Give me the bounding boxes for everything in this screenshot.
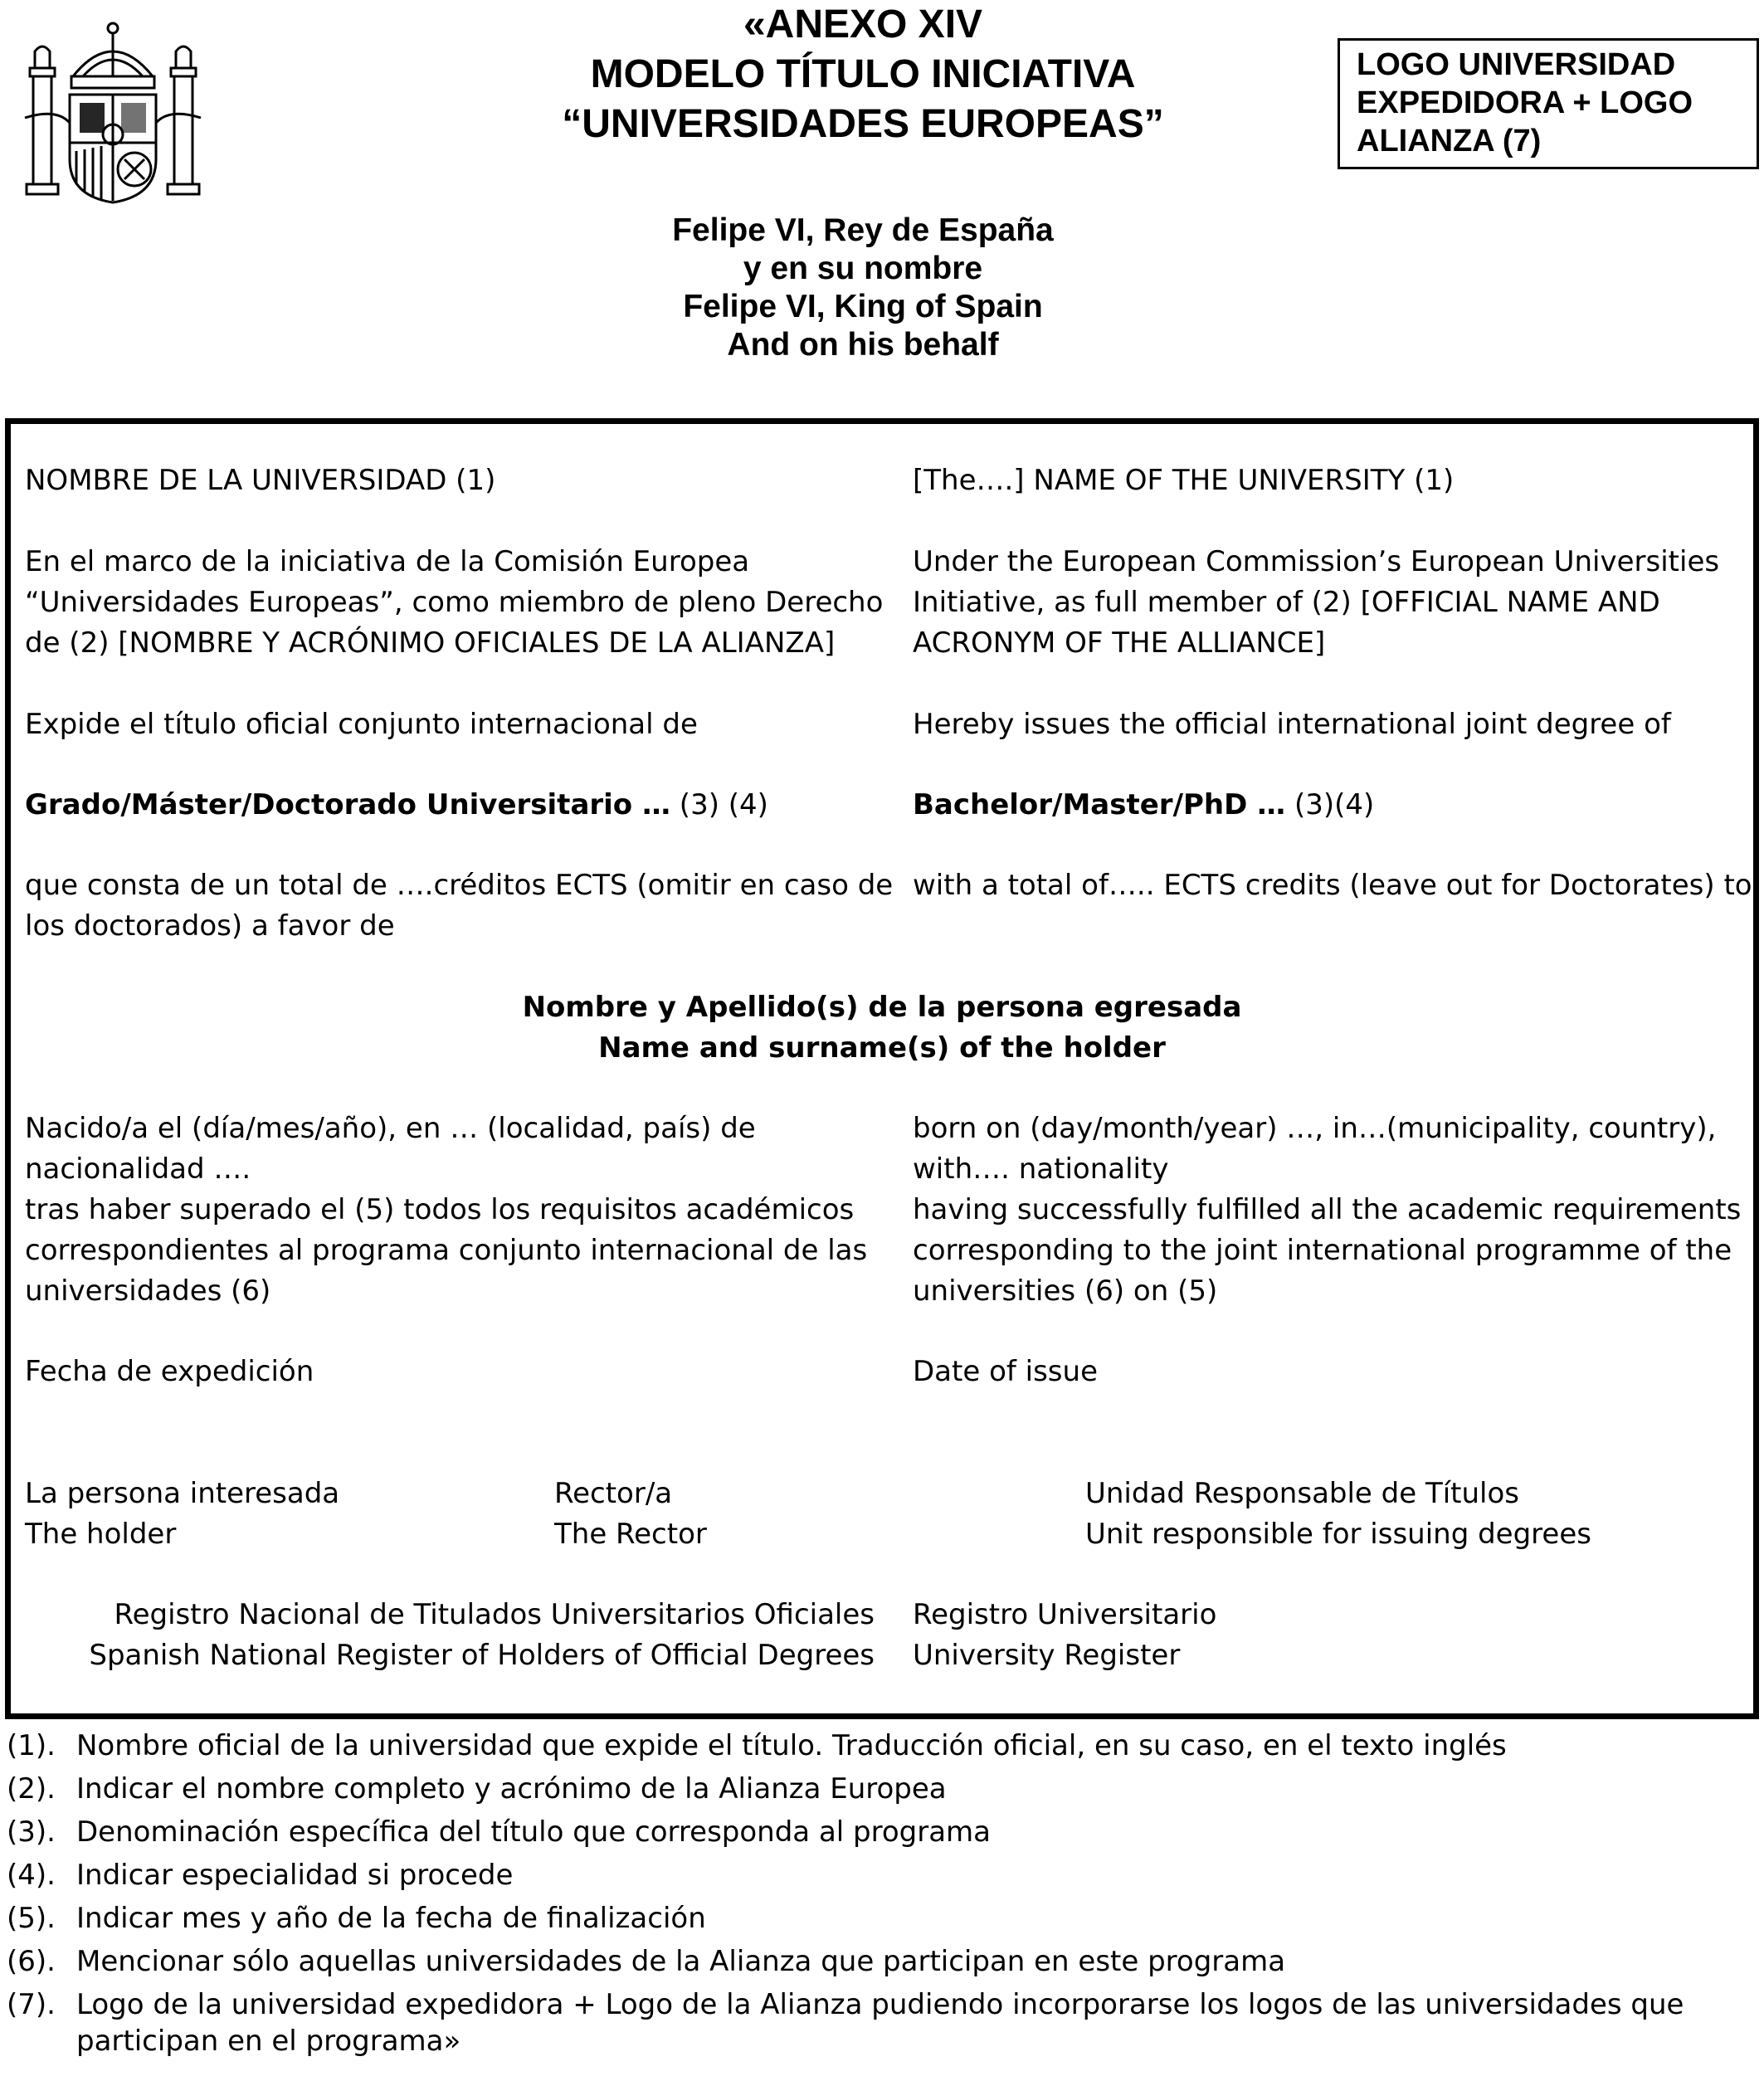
footnote-item	[7, 1724, 1757, 1767]
framework-en	[913, 542, 1719, 664]
credits-en-line: with a total of….. ECTS credits (leave out for Doctorates) to	[913, 869, 1752, 902]
birth-es-line: Nacido/a el (día/mes/año), en … (localidad, país) de	[25, 1112, 756, 1145]
university-name-en: [The….] NAME OF THE UNIVERSITY (1)	[913, 464, 1455, 497]
signature-rector-es: Rector/a	[554, 1477, 673, 1510]
logo-placeholder-line: ALIANZA (7)	[1357, 124, 1542, 158]
degree-en-notes: (3)(4)	[1285, 788, 1375, 821]
birth-en	[913, 1109, 1741, 1312]
requirements-en-line: corresponding to the joint international programme of the	[913, 1234, 1732, 1267]
footnote-text: Mencionar sólo aquellas universidades de la Alianza que participan en este programa	[76, 1945, 1286, 1978]
birth-en-line: with…. nationality	[913, 1153, 1169, 1186]
footnote-number: (2).	[7, 1772, 56, 1806]
footnote-text: Indicar especialidad si procede	[76, 1859, 514, 1892]
framework-es-line: En el marco de la iniciativa de la Comisión Europea	[25, 545, 750, 578]
signature-holder-en: The holder	[25, 1518, 177, 1551]
issues-en: Hereby issues the official international joint degree of	[913, 708, 1671, 741]
sovereign-line: Felipe VI, Rey de España	[672, 212, 1054, 248]
sovereign-line: y en su nombre	[743, 251, 983, 286]
credits-en	[913, 865, 1752, 906]
logo-placeholder-line: EXPEDIDORA + LOGO	[1357, 85, 1693, 120]
birth-en-line: born on (day/month/year) …, in…(municipality, country),	[913, 1112, 1717, 1145]
degree-en	[913, 785, 1374, 826]
footnote-item	[7, 1810, 1757, 1854]
university-register	[913, 1595, 1216, 1676]
national-register-en: Spanish National Register of Holders of Official Degrees	[89, 1639, 875, 1672]
footnote-item	[7, 1983, 1757, 2059]
holder-name-es: Nombre y Apellido(s) de la persona egresada	[522, 991, 1242, 1024]
signature-holder-es: La persona interesada	[25, 1477, 340, 1510]
signature-unit-es: Unidad Responsable de Títulos	[1085, 1477, 1520, 1510]
sovereign-line: Felipe VI, King of Spain	[683, 289, 1043, 324]
footnote-text: Indicar mes y año de la fecha de finalización	[76, 1902, 706, 1935]
footnote-number: (7).	[7, 1988, 56, 2021]
footnote-item	[7, 1854, 1757, 1897]
footnote-item	[7, 1940, 1757, 1983]
requirements-en-line: having successfully fulfilled all the academic requirements	[913, 1193, 1742, 1226]
footnote-text: Indicar el nombre completo y acrónimo de la Alianza Europea	[76, 1772, 947, 1806]
birth-es-line: nacionalidad ….	[25, 1153, 251, 1186]
university-register-es: Registro Universitario	[913, 1598, 1217, 1631]
university-register-en: University Register	[913, 1639, 1181, 1672]
footnote-number: (3).	[7, 1815, 56, 1849]
model-title: MODELO TÍTULO INICIATIVA	[590, 52, 1136, 96]
credits-es-line: que consta de un total de ….créditos ECTS (omitir en caso de	[25, 869, 894, 902]
holder-name-en: Name and surname(s) of the holder	[598, 1031, 1166, 1065]
requirements-es-line: correspondientes al programa conjunto internacional de las	[25, 1234, 868, 1267]
footnote-text: Nombre oficial de la universidad que expide el título. Traducción oficial, en su caso, en el texto inglés	[76, 1729, 1507, 1762]
birth-es	[25, 1109, 867, 1312]
requirements-es-line: tras haber superado el (5) todos los requisitos académicos	[25, 1193, 855, 1226]
signature-rector	[554, 1474, 707, 1555]
signature-holder	[25, 1474, 339, 1555]
degree-es	[25, 785, 768, 826]
footnote-number: (6).	[7, 1945, 56, 1978]
footnotes	[7, 1724, 1757, 2059]
requirements-en-line: universities (6) on (5)	[913, 1274, 1218, 1308]
framework-en-line: Initiative, as full member of (2) [OFFICIAL NAME AND	[913, 586, 1660, 619]
signature-rector-en: The Rector	[554, 1518, 707, 1551]
holder-name-block	[0, 987, 1764, 1069]
signature-unit-en: Unit responsible for issuing degrees	[1085, 1518, 1591, 1551]
date-issue-en: Date of issue	[913, 1355, 1098, 1388]
footnote-number: (1).	[7, 1729, 56, 1762]
requirements-es-line: universidades (6)	[25, 1274, 271, 1308]
footnote-item	[7, 1897, 1757, 1940]
university-name-es: NOMBRE DE LA UNIVERSIDAD (1)	[25, 464, 496, 497]
signature-unit	[1085, 1474, 1591, 1555]
credits-es-line: los doctorados) a favor de	[25, 909, 395, 943]
footnote-number: (5).	[7, 1902, 56, 1935]
framework-es-line: “Universidades Europeas”, como miembro de pleno Derecho	[25, 586, 884, 619]
initiative-title: “UNIVERSIDADES EUROPEAS”	[562, 102, 1164, 146]
national-register	[89, 1595, 875, 1676]
framework-en-line: Under the European Commission’s European Universities	[913, 545, 1720, 578]
annex-title: «ANEXO XIV	[743, 2, 983, 46]
national-register-es: Registro Nacional de Titulados Universitarios Oficiales	[114, 1598, 875, 1631]
credits-es	[25, 865, 893, 947]
logo-placeholder-box	[1338, 38, 1759, 169]
issues-es: Expide el título oficial conjunto internacional de	[25, 708, 698, 741]
footnote-number: (4).	[7, 1859, 56, 1892]
degree-es-notes: (3) (4)	[670, 788, 768, 821]
framework-es-line: de (2) [NOMBRE Y ACRÓNIMO OFICIALES DE LA ALIANZA]	[25, 626, 836, 660]
sovereign-block	[531, 212, 1195, 364]
logo-placeholder-line: LOGO UNIVERSIDAD	[1357, 47, 1676, 82]
framework-en-line: ACRONYM OF THE ALLIANCE]	[913, 626, 1326, 660]
framework-es	[25, 542, 883, 664]
footnote-text: Denominación específica del título que corresponda al programa	[76, 1815, 991, 1849]
spain-coat-of-arms-icon	[23, 18, 202, 207]
footnote-text: Logo de la universidad expedidora + Logo de la Alianza pudiendo incorporarse los logos de las universidades que participan en el programa»	[76, 1988, 1684, 2058]
sovereign-line: And on his behalf	[727, 327, 999, 363]
degree-en-title: Bachelor/Master/PhD …	[913, 788, 1286, 821]
footnote-item	[7, 1767, 1757, 1810]
degree-es-title: Grado/Máster/Doctorado Universitario …	[25, 788, 670, 821]
date-issue-es: Fecha de expedición	[25, 1355, 314, 1388]
